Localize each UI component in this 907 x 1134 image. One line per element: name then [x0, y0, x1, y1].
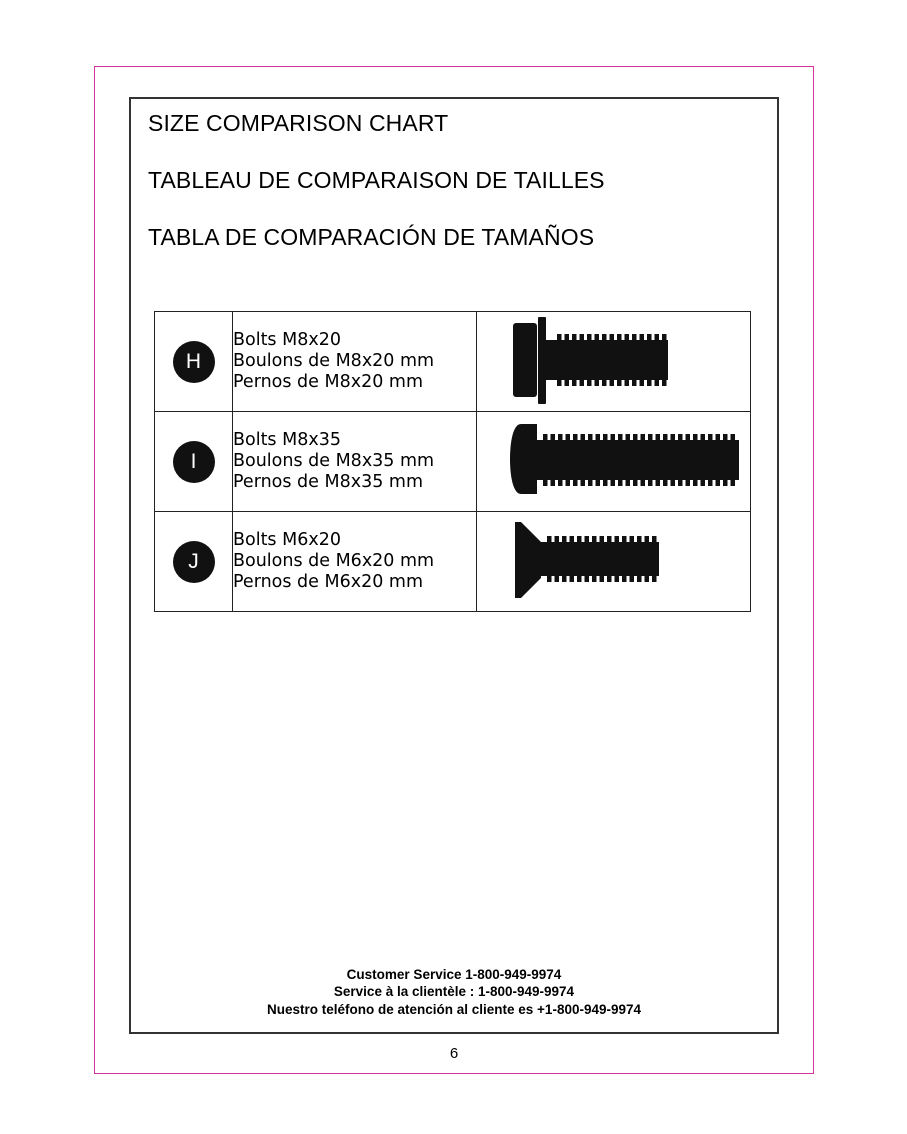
part-image-cell: [477, 412, 751, 512]
part-badge-i: I: [173, 441, 215, 483]
round-head-bolt-icon: [477, 412, 749, 506]
title-english: SIZE COMPARISON CHART: [148, 110, 449, 136]
part-letter-cell: [155, 412, 233, 512]
part-letter-cell: [155, 312, 233, 412]
part-label-es: Pernos de M8x35 mm: [233, 472, 424, 492]
part-label-en: Bolts M8x20: [233, 330, 341, 350]
footer-customer-service-es: Nuestro teléfono de atención al cliente es +1-800-949-9974: [266, 1002, 642, 1017]
table-row-h: [155, 312, 751, 412]
part-description-cell: [233, 512, 477, 612]
countersunk-bolt-icon: [477, 512, 749, 606]
part-letter-cell: [155, 512, 233, 612]
part-label-fr: Boulons de M8x20 mm: [233, 351, 435, 371]
title-french: TABLEAU DE COMPARAISON DE TAILLES: [148, 167, 605, 193]
part-description-cell: [233, 312, 477, 412]
part-badge-h: H: [173, 341, 215, 383]
footer-customer-service-en: Customer Service 1-800-949-9974: [346, 967, 562, 982]
table-row-i: [155, 412, 751, 512]
part-image-cell: [477, 312, 751, 412]
title-spanish: TABLA DE COMPARACIÓN DE TAMAÑOS: [148, 224, 595, 250]
part-badge-j: J: [173, 541, 215, 583]
part-label-fr: Boulons de M6x20 mm: [233, 551, 435, 571]
hex-flange-bolt-icon: [477, 312, 749, 406]
part-description-cell: [233, 412, 477, 512]
part-label-fr: Boulons de M8x35 mm: [233, 451, 435, 471]
part-label-es: Pernos de M6x20 mm: [233, 572, 424, 592]
footer-customer-service-fr: Service à la clientèle : 1-800-949-9974: [333, 984, 575, 999]
part-label-es: Pernos de M8x20 mm: [233, 372, 424, 392]
part-label-en: Bolts M6x20: [233, 530, 341, 550]
page-number: 6: [449, 1045, 459, 1062]
part-label-en: Bolts M8x35: [233, 430, 341, 450]
size-comparison-table: [154, 311, 751, 612]
table-row-j: [155, 512, 751, 612]
part-image-cell: [477, 512, 751, 612]
